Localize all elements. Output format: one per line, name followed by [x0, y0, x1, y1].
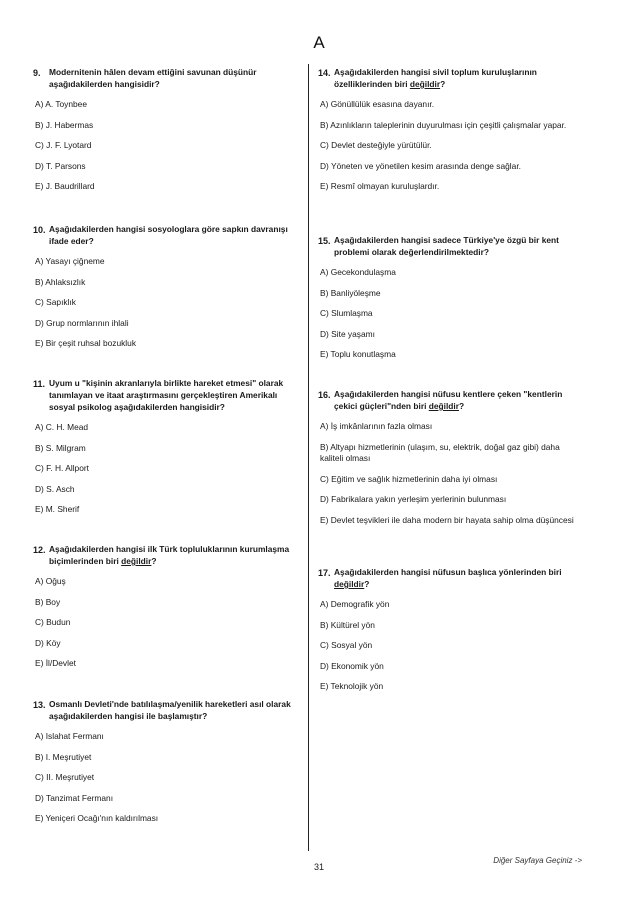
answer-option[interactable]: D) Tanzimat Fermanı [35, 792, 114, 803]
answer-option[interactable]: A) Demografik yön [320, 599, 390, 609]
answer-option[interactable]: E) Devlet teşvikleri ile daha modern bir hayata sahip olma düşüncesi [320, 514, 574, 525]
question-stem [33, 377, 303, 413]
stem-neg: değildir [409, 79, 441, 89]
stem-pre: Aşağıdakilerden hangisi nüfusu kentlere çeken "kentlerin çekici güçleri"nden biri [334, 389, 563, 411]
question-stem [33, 698, 303, 722]
answer-option[interactable]: C) F. H. Allport [35, 463, 89, 473]
stem-pre: Aşağıdakilerden hangisi sosyologlara göre sapkın davranışı ifade eder? [49, 224, 288, 246]
stem-post: ? [364, 579, 370, 589]
answer-option[interactable]: E) Toplu konutlaşma [320, 349, 396, 359]
stem-pre: Aşağıdakilerden hangisi nüfusun başlıca yönlerinden biri [334, 567, 562, 577]
answer-option[interactable]: E) Yeniçeri Ocağı'nın kaldırılması [35, 813, 159, 823]
question-stem [318, 566, 590, 590]
question-11 [33, 377, 303, 516]
answer-option[interactable]: B) S. Milgram [35, 442, 86, 453]
question-stem [33, 223, 303, 247]
question-number: 13. [33, 700, 46, 710]
answer-option[interactable]: D) Ekonomik yön [320, 660, 384, 671]
column-divider [308, 64, 309, 851]
answer-option[interactable]: A) Gönüllülük esasına dayanır. [320, 99, 435, 109]
answer-option[interactable]: A) İş imkânlarının fazla olması [320, 421, 433, 431]
answer-option[interactable]: A) Gecekondulaşma [320, 267, 396, 277]
answer-option[interactable]: A) C. H. Mead [35, 422, 89, 432]
question-number: 10. [33, 225, 46, 235]
answer-option[interactable]: C) Budun [35, 617, 71, 627]
question-number: 9. [33, 68, 41, 78]
answer-option[interactable]: B) Kültürel yön [320, 619, 375, 630]
question-9 [33, 66, 303, 193]
answer-option[interactable]: A) Islahat Fermanı [35, 731, 104, 741]
answer-option[interactable]: D) Site yaşamı [320, 328, 375, 339]
question-number: 14. [318, 68, 331, 78]
answer-option[interactable]: A) A. Toynbee [35, 99, 87, 109]
answer-option[interactable]: D) Yöneten ve yönetilen kesim arasında denge sağlar. [320, 160, 521, 171]
stem-post: ? [458, 401, 465, 411]
answer-option[interactable]: E) Resmî olmayan kuruluşlardır. [320, 181, 440, 191]
answer-option[interactable]: C) Slumlaşma [320, 308, 373, 318]
answer-option[interactable]: B) Ahlaksızlık [35, 276, 86, 287]
question-14 [318, 66, 590, 193]
answer-option[interactable]: E) J. Baudrillard [35, 181, 95, 191]
answer-option[interactable]: C) Eğitim ve sağlık hizmetlerinin daha iyi olması [320, 473, 498, 484]
answer-option[interactable]: B) Boy [35, 596, 61, 607]
answer-option[interactable]: D) S. Asch [35, 483, 75, 494]
question-stem [318, 388, 590, 412]
question-15 [318, 234, 590, 361]
question-12 [33, 543, 303, 670]
answer-option[interactable]: C) Sapıklık [35, 297, 76, 307]
next-page-note: Diğer Sayfaya Geçiniz -> [493, 856, 582, 865]
answer-option[interactable]: C) J. F. Lyotard [35, 140, 92, 150]
question-13 [33, 698, 303, 825]
stem-neg: değildir [334, 579, 365, 589]
question-number: 16. [318, 390, 331, 400]
answer-option[interactable]: B) Azınlıkların taleplerinin duyurulması için çeşitli çalışmalar yapar. [320, 119, 567, 130]
answer-option[interactable]: D) T. Parsons [35, 160, 86, 171]
answer-option[interactable]: C) Devlet desteğiyle yürütülür. [320, 140, 432, 150]
stem-neg: değildir [428, 401, 459, 411]
answer-option[interactable]: C) Sosyal yön [320, 640, 373, 650]
stem-pre: Modernitenin hâlen devam ettiğini savunan düşünür aşağıdakilerden hangisidir? [49, 67, 257, 89]
page-number: 31 [313, 862, 324, 872]
stem-pre: Uyum u "kişinin akranlarıyla birlikte hareket etmesi" olarak tanımlayan ve itaat araştırmasını gerçekleştiren Amerikalı sosyal psikolog aşağıdakilerden hangisidir? [49, 378, 284, 412]
question-number: 17. [318, 568, 331, 578]
answer-option[interactable]: E) İl/Devlet [35, 658, 76, 668]
question-stem [33, 543, 303, 567]
stem-pre: Aşağıdakilerden hangisi sivil toplum kuruluşlarının özelliklerinden biri [334, 67, 537, 89]
stem-pre: Aşağıdakilerden hangisi sadece Türkiye'ye özgü bir kent problemi olarak değerlendirilmektedir? [334, 235, 559, 257]
answer-option[interactable]: E) Teknolojik yön [320, 681, 384, 691]
question-stem [318, 66, 590, 90]
question-10 [33, 223, 303, 350]
answer-option[interactable]: E) Bir çeşit ruhsal bozukluk [35, 338, 137, 348]
answer-option[interactable]: B) Banliyöleşme [320, 287, 381, 298]
stem-pre: Osmanlı Devleti'nde batılılaşma/yenilik hareketleri asıl olarak aşağıdakilerden hangisi ile başlamıştır? [49, 699, 291, 721]
answer-option[interactable]: A) Yasayı çiğneme [35, 256, 105, 266]
booklet-letter: A [313, 33, 325, 52]
question-number: 12. [33, 545, 46, 555]
answer-option[interactable]: B) I. Meşrutiyet [35, 751, 92, 762]
stem-pre: Aşağıdakilerden hangisi ilk Türk topluluklarının kurumlaşma biçimlerinden biri [49, 544, 290, 566]
answer-option[interactable]: D) Fabrikalara yakın yerleşim yerlerinin bulunması [320, 494, 507, 504]
stem-neg: değildir [121, 556, 152, 566]
answer-option[interactable]: C) II. Meşrutiyet [35, 772, 95, 782]
question-number: 11. [33, 379, 46, 389]
answer-option[interactable]: D) Köy [35, 637, 61, 648]
question-stem [318, 234, 590, 258]
stem-post: ? [151, 556, 157, 566]
answer-option[interactable]: D) Grup normlarının ihlali [35, 317, 129, 328]
answer-option[interactable]: B) Altyapı hizmetlerinin (ulaşım, su, elektrik, doğal gaz gibi) daha kaliteli olması [320, 441, 560, 463]
question-number: 15. [318, 236, 331, 246]
answer-option[interactable]: A) Oğuş [35, 576, 66, 586]
stem-post: ? [440, 79, 446, 89]
question-17 [318, 566, 590, 693]
question-16 [318, 388, 590, 526]
answer-option[interactable]: E) M. Sherif [35, 504, 80, 514]
question-stem [33, 66, 303, 90]
answer-option[interactable]: B) J. Habermas [35, 119, 94, 130]
